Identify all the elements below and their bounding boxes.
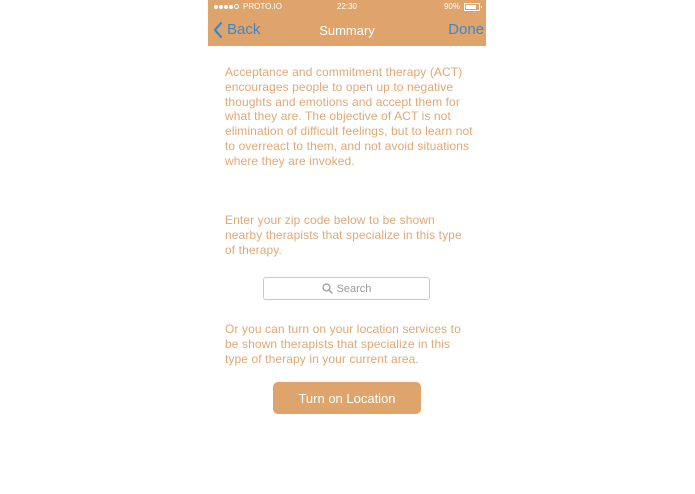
page-title: Summary [319, 23, 375, 38]
location-prompt: Or you can turn on your location services to be shown therapists that specialize in this type of therapy in your current area. [225, 322, 461, 366]
search-icon [322, 283, 333, 294]
zip-prompt: Enter your zip code below to be shown nearby therapists that specialize in this type of therapy. [225, 213, 462, 257]
search-input[interactable] [263, 277, 430, 300]
turn-on-location-button[interactable]: Turn on Location [273, 382, 421, 414]
done-button[interactable]: Done [448, 21, 484, 38]
battery-indicator [444, 2, 480, 11]
search-placeholder: Search [336, 282, 372, 295]
battery-icon [464, 3, 480, 11]
back-label: Back [227, 21, 261, 38]
therapy-description: Acceptance and commitment therapy (ACT) encourages people to open up to negative thoughts and emotions and accept them for what they are. The objective of ACT is not elimination of difficult feelings, but to learn not to overreact to them, and not avoid situations where they are invoked. [225, 65, 473, 168]
phone-screen [208, 0, 486, 494]
status-time: 22:30 [336, 2, 358, 11]
battery-percent: 90% [443, 2, 460, 11]
navigation-bar [208, 14, 486, 46]
carrier-name: PROTO.IO [243, 2, 282, 11]
top-bar [208, 0, 486, 46]
status-bar [208, 0, 486, 14]
